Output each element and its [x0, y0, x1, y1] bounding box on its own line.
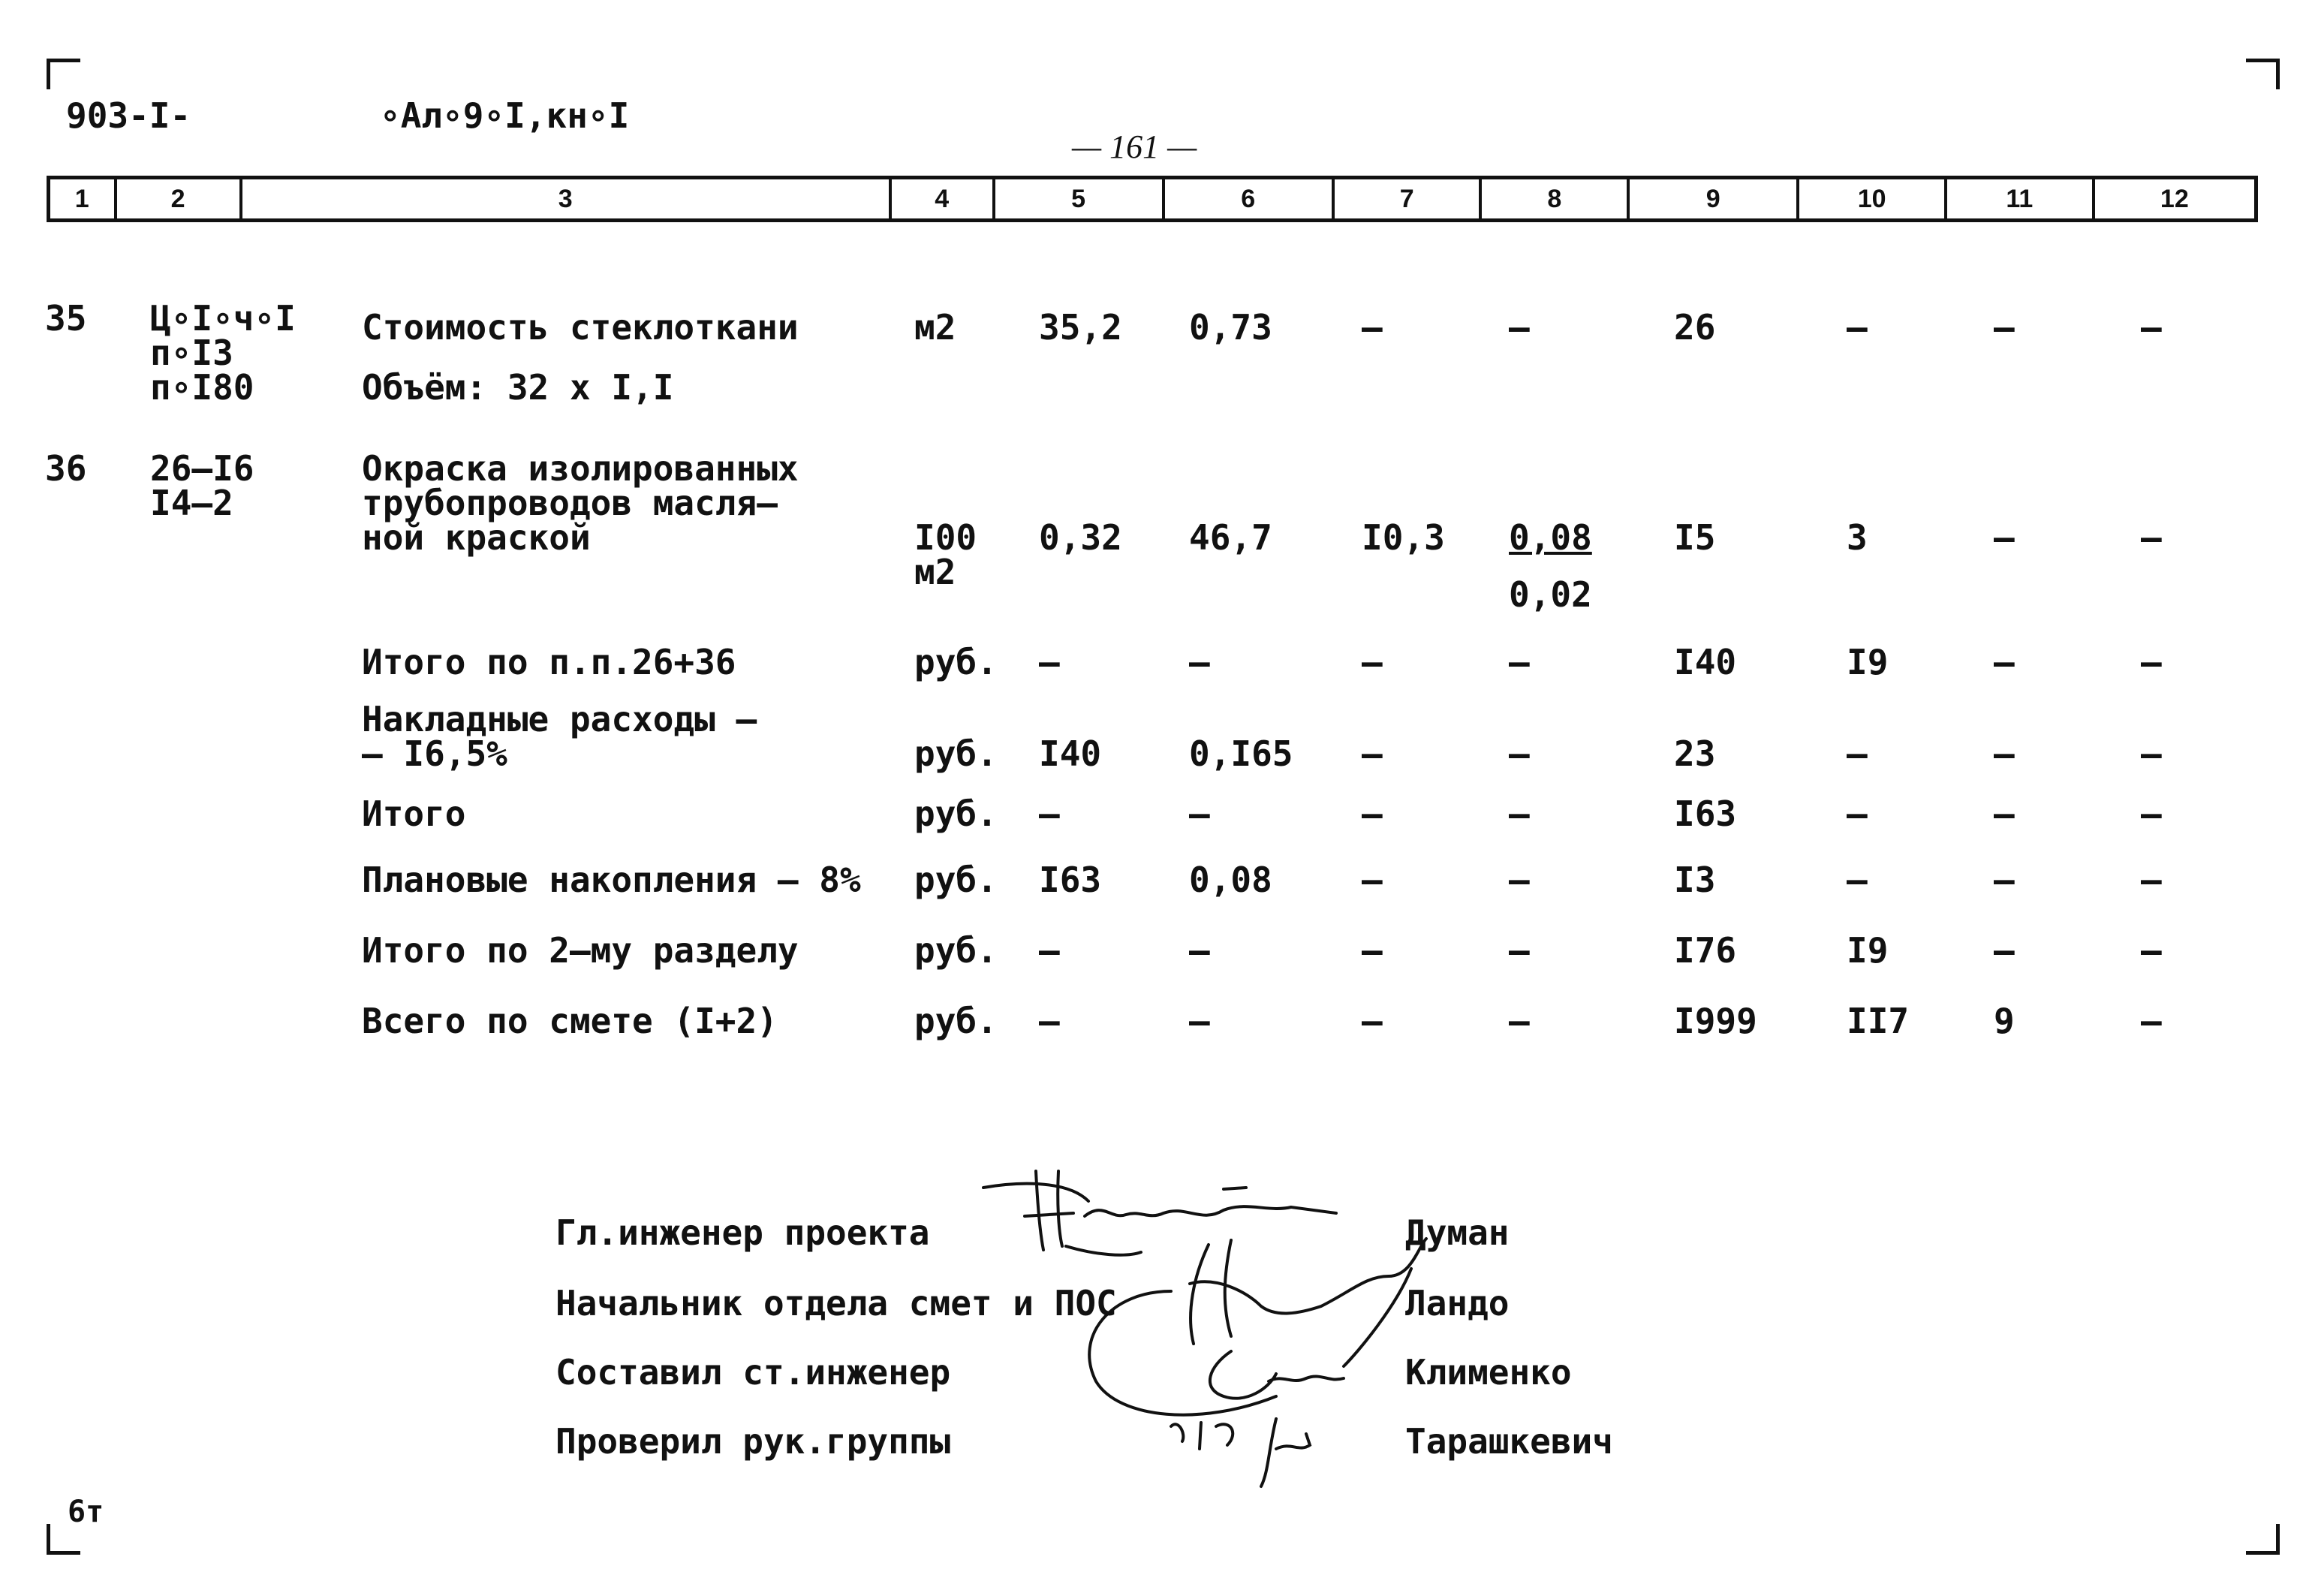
cell-col-10: – [1847, 733, 1868, 774]
cell-col-8: 0,02 [1509, 574, 1592, 615]
cell-col-9: I76 [1674, 930, 1737, 971]
row-name: ной краской [362, 517, 591, 558]
cell-col-12: – [2141, 860, 2162, 900]
cell-col-8: – [1509, 930, 1530, 971]
album-ref: ∘Ал∘9∘I,кн∘I [380, 95, 630, 136]
cell-col-9: 26 [1674, 307, 1716, 348]
row-unit: м2 [914, 307, 956, 348]
row-unit: руб. [914, 733, 998, 774]
row-reference: 26–I6 [150, 448, 254, 489]
row-name: Итого [362, 793, 466, 834]
cell-col-8: 0,08 [1509, 517, 1592, 558]
cell-col-11: – [1994, 860, 2015, 900]
cell-col-9: I63 [1674, 793, 1737, 834]
cell-col-6: – [1189, 793, 1210, 834]
cell-col-5: I63 [1039, 860, 1102, 900]
row-unit: руб. [914, 930, 998, 971]
cell-col-8: – [1509, 307, 1530, 348]
signature-role: Составил ст.инженер [555, 1352, 951, 1393]
cell-col-11: – [1994, 733, 2015, 774]
cell-col-12: – [2141, 793, 2162, 834]
cell-col-6: 0,73 [1189, 307, 1272, 348]
column-number-2: 2 [117, 179, 242, 218]
cell-col-6: – [1189, 642, 1210, 682]
cell-col-10: II7 [1847, 1001, 1910, 1041]
cell-col-5: – [1039, 930, 1060, 971]
footer-mark: 6т [68, 1495, 104, 1529]
cell-col-9: I999 [1674, 1001, 1757, 1041]
row-reference: п∘I80 [150, 367, 254, 408]
cell-col-5: – [1039, 793, 1060, 834]
cell-col-6: 0,08 [1189, 860, 1272, 900]
row-name: Всего по смете (I+2) [362, 1001, 778, 1041]
signature-role: Гл.инженер проекта [555, 1212, 930, 1253]
signature-lando [1089, 1239, 1426, 1415]
row-name: Стоимость стеклоткани [362, 307, 799, 348]
cell-col-12: – [2141, 307, 2162, 348]
page-number: — 161 — [1072, 128, 1197, 165]
row-unit: руб. [914, 860, 998, 900]
cell-col-9: I5 [1674, 517, 1716, 558]
cell-col-7: – [1362, 642, 1383, 682]
column-number-7: 7 [1335, 179, 1483, 218]
row-number: 35 [45, 298, 87, 339]
cell-col-11: – [1994, 307, 2015, 348]
cell-col-7: – [1362, 733, 1383, 774]
signature-role: Проверил рук.группы [555, 1421, 951, 1462]
row-unit: м2 [914, 552, 956, 592]
signature-klimenko [1210, 1351, 1344, 1399]
cell-col-7: – [1362, 1001, 1383, 1041]
cell-col-5: – [1039, 1001, 1060, 1041]
cell-col-7: I0,3 [1362, 517, 1445, 558]
cell-col-12: – [2141, 733, 2162, 774]
column-number-4: 4 [892, 179, 995, 218]
signature-duman [983, 1171, 1336, 1255]
cell-col-8: – [1509, 793, 1530, 834]
cell-col-8: – [1509, 733, 1530, 774]
row-name: Итого по 2–му разделу [362, 930, 799, 971]
cell-col-10: – [1847, 307, 1868, 348]
cell-col-11: – [1994, 930, 2015, 971]
row-reference: п∘I3 [150, 333, 233, 373]
cell-col-7: – [1362, 793, 1383, 834]
cell-col-5: I40 [1039, 733, 1102, 774]
signature-tarashkevich [1171, 1419, 1310, 1486]
cell-col-11: – [1994, 642, 2015, 682]
cell-col-10: – [1847, 793, 1868, 834]
cell-col-12: – [2141, 642, 2162, 682]
cell-col-11: 9 [1994, 1001, 2015, 1041]
row-name: Итого по п.п.26+36 [362, 642, 736, 682]
cell-col-6: – [1189, 930, 1210, 971]
cell-col-10: I9 [1847, 642, 1889, 682]
signatory-name: Ландо [1405, 1283, 1510, 1323]
cell-col-12: – [2141, 1001, 2162, 1041]
row-name: – I6,5% [362, 733, 507, 774]
column-number-12: 12 [2160, 184, 2189, 213]
column-number-10: 10 [1799, 179, 1947, 218]
row-name: Плановые накопления – 8% [362, 860, 861, 900]
row-reference: Ц∘I∘ч∘I [150, 298, 296, 339]
cell-col-5: 35,2 [1039, 307, 1122, 348]
cell-col-11: – [1994, 517, 2015, 558]
cell-col-11: – [1994, 793, 2015, 834]
column-number-8: 8 [1482, 179, 1630, 218]
column-number-9: 9 [1630, 179, 1799, 218]
column-number-3: 3 [242, 179, 892, 218]
row-unit: I00 [914, 517, 977, 558]
cell-col-5: 0,32 [1039, 517, 1122, 558]
row-unit: руб. [914, 1001, 998, 1041]
cell-col-9: 23 [1674, 733, 1716, 774]
cell-col-10: 3 [1847, 517, 1868, 558]
cell-col-10: I9 [1847, 930, 1889, 971]
cell-col-6: 0,I65 [1189, 733, 1293, 774]
cell-col-8: – [1509, 642, 1530, 682]
row-reference: I4–2 [150, 483, 233, 523]
column-number-5: 5 [995, 179, 1165, 218]
row-number: 36 [45, 448, 87, 489]
row-name: Объём: 32 x I,I [362, 367, 674, 408]
row-name: Окраска изолированных [362, 448, 799, 489]
signature-role: Начальник отдела смет и ПОС [555, 1283, 1117, 1323]
cell-col-7: – [1362, 930, 1383, 971]
cell-col-10: – [1847, 860, 1868, 900]
row-name: трубопроводов масля– [362, 483, 778, 523]
cell-col-8: – [1509, 1001, 1530, 1041]
row-unit: руб. [914, 642, 998, 682]
cell-col-9: I40 [1674, 642, 1737, 682]
cell-col-8: – [1509, 860, 1530, 900]
cell-col-6: 46,7 [1189, 517, 1272, 558]
signatory-name: Клименко [1405, 1352, 1572, 1393]
row-name: Накладные расходы – [362, 699, 757, 739]
column-number-6: 6 [1165, 179, 1335, 218]
cell-col-12: – [2141, 930, 2162, 971]
cell-col-5: – [1039, 642, 1060, 682]
cell-col-9: I3 [1674, 860, 1716, 900]
column-number-1: 1 [50, 179, 117, 218]
doc-code: 903-I- [66, 95, 191, 136]
cell-col-6: – [1189, 1001, 1210, 1041]
column-number-11: 11 [1947, 179, 2095, 218]
signatory-name: Тарашкевич [1405, 1421, 1613, 1462]
signatory-name: Думан [1405, 1212, 1510, 1253]
cell-col-7: – [1362, 307, 1383, 348]
cell-col-12: – [2141, 517, 2162, 558]
row-unit: руб. [914, 793, 998, 834]
cell-col-7: – [1362, 860, 1383, 900]
